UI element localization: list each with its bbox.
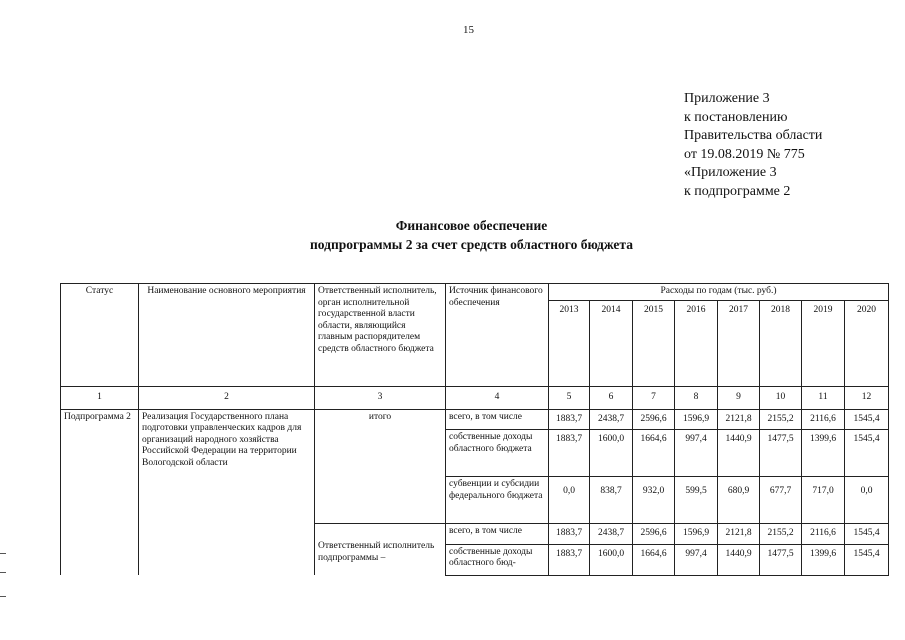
table-row [61,409,889,430]
value-cell: 2596,6 [633,409,675,430]
value-cell: 838,7 [590,477,633,524]
header-status: Статус [61,284,139,387]
page-number: 15 [463,24,474,36]
appendix-line: к постановлению [684,109,788,125]
value-cell: 0,0 [549,477,590,524]
source-cell: всего, в том числе [446,409,549,430]
year-header: 2018 [760,301,802,387]
column-number: 3 [315,387,446,410]
value-cell: 1545,4 [845,430,889,477]
value-cell: 1664,6 [633,544,675,575]
value-cell: 680,9 [718,477,760,524]
value-cell: 2438,7 [590,409,633,430]
column-number: 2 [139,387,315,410]
appendix-line: к подпрограмме 2 [684,183,791,199]
margin-mark [0,553,6,554]
executor-cell: Ответственный исполнитель подпрограммы – [315,524,446,576]
column-number: 4 [446,387,549,410]
value-cell: 1883,7 [549,409,590,430]
margin-mark [0,596,6,597]
value-cell: 717,0 [802,477,845,524]
year-header: 2019 [802,301,845,387]
column-number: 7 [633,387,675,410]
value-cell: 1600,0 [590,544,633,575]
header-measure: Наименование основного мероприятия [139,284,315,387]
value-cell: 1596,9 [675,409,718,430]
value-cell: 1664,6 [633,430,675,477]
value-cell: 932,0 [633,477,675,524]
source-cell: субвенции и субсидии федерального бюджета [446,477,549,524]
value-cell: 1545,4 [845,409,889,430]
header-row [61,284,889,301]
header-expenses: Расходы по годам (тыс. руб.) [549,284,889,301]
year-header: 2016 [675,301,718,387]
column-number: 11 [802,387,845,410]
appendix-line: Приложение 3 [684,91,770,106]
column-number: 10 [760,387,802,410]
value-cell: 1477,5 [760,544,802,575]
value-cell: 2121,8 [718,524,760,545]
column-number: 8 [675,387,718,410]
source-cell: всего, в том числе [446,524,549,545]
appendix-line: «Приложение 3 [684,165,777,180]
value-cell: 1399,6 [802,430,845,477]
year-header: 2020 [845,301,889,387]
value-cell: 997,4 [675,430,718,477]
header-executor: Ответственный исполнитель, орган исполнительной государственной власти области, являющийся главным распорядителем средств областного бюджета [315,284,446,387]
appendix-line: от 19.08.2019 № 775 [684,146,805,162]
appendix-line: Правительства области [684,128,823,143]
value-cell: 1600,0 [590,430,633,477]
value-cell: 2438,7 [590,524,633,545]
status-cell: Подпрограмма 2 [61,409,139,575]
value-cell: 2155,2 [760,524,802,545]
year-header: 2017 [718,301,760,387]
source-cell: собственные доходы областного бюд- [446,544,549,575]
year-header: 2013 [549,301,590,387]
column-number: 6 [590,387,633,410]
column-number: 5 [549,387,590,410]
source-cell: собственные доходы областного бюджета [446,430,549,477]
title-line: Финансовое обеспечение [395,218,548,233]
value-cell: 1596,9 [675,524,718,545]
value-cell: 1883,7 [549,430,590,477]
year-header: 2015 [633,301,675,387]
value-cell: 1477,5 [760,430,802,477]
column-number: 1 [61,387,139,410]
value-cell: 2155,2 [760,409,802,430]
value-cell: 2121,8 [718,409,760,430]
value-cell: 2116,6 [802,524,845,545]
header-source: Источник финансового обеспечения [446,284,549,387]
value-cell: 1440,9 [718,544,760,575]
value-cell: 2116,6 [802,409,845,430]
value-cell: 677,7 [760,477,802,524]
executor-cell: итого [315,409,446,524]
value-cell: 1440,9 [718,430,760,477]
value-cell: 1399,6 [802,544,845,575]
value-cell: 1545,4 [845,524,889,545]
column-number-row [61,387,889,410]
value-cell: 1883,7 [549,544,590,575]
margin-mark [0,572,6,573]
year-header: 2014 [590,301,633,387]
value-cell: 1883,7 [549,524,590,545]
value-cell: 599,5 [675,477,718,524]
title-line: подпрограммы 2 за счет средств областного бюджета [310,237,633,252]
measure-cell: Реализация Государственного плана подготовки управленческих кадров для организаций народного хозяйства Российской Федерации на территории Вологодской области [139,409,315,575]
value-cell: 1545,4 [845,544,889,575]
value-cell: 997,4 [675,544,718,575]
financing-table [60,283,889,576]
document-title [0,216,905,254]
value-cell: 0,0 [845,477,889,524]
value-cell: 2596,6 [633,524,675,545]
appendix-block [684,90,822,201]
column-number: 12 [845,387,889,410]
column-number: 9 [718,387,760,410]
